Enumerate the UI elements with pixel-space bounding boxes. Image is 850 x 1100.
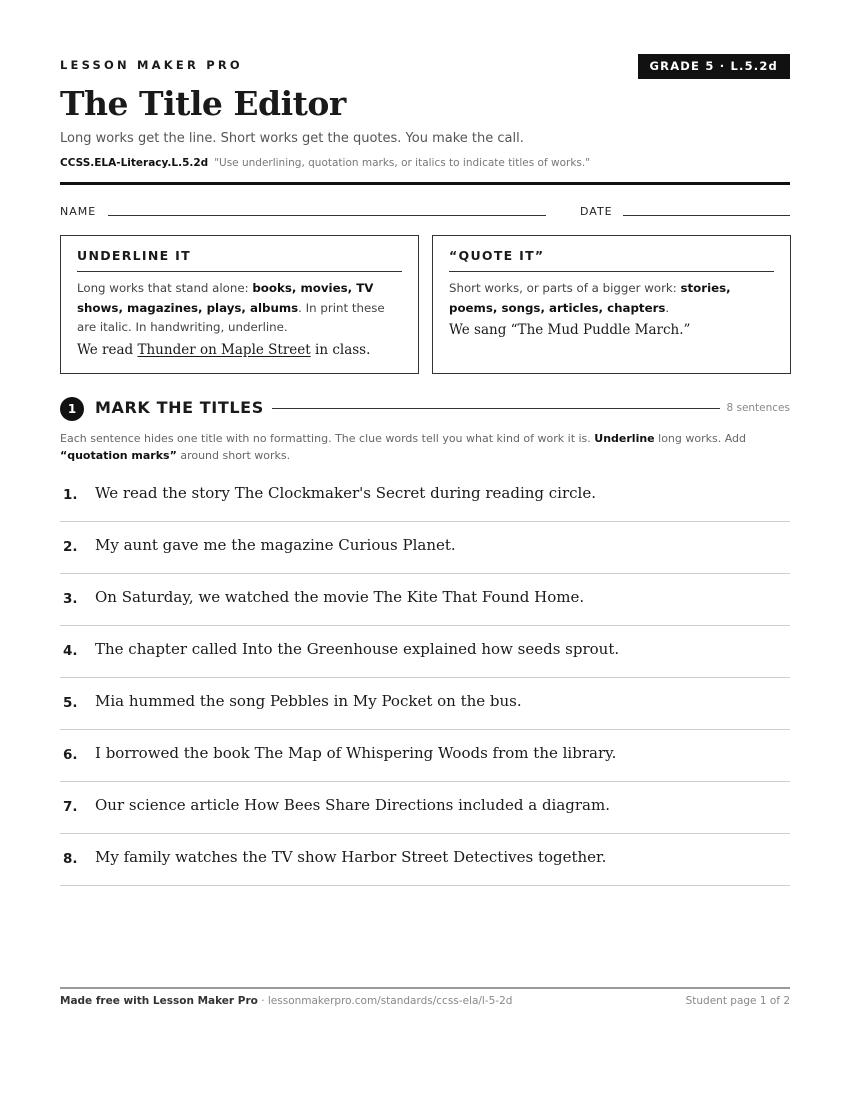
standard-code: CCSS.ELA-Literacy.L.5.2d [60, 157, 209, 169]
instructions-part-2: long works. Add [654, 432, 747, 445]
sentence-number: 7. [63, 799, 78, 815]
sentence-number: 4. [63, 643, 78, 659]
sentence-number: 1. [63, 487, 78, 503]
instructions-quotation-marks: “quotation marks” [60, 449, 177, 462]
footer-credit [60, 995, 512, 1007]
quote-rule-text [449, 279, 774, 318]
underline-rule-box [60, 235, 419, 374]
date-label: DATE [580, 205, 613, 218]
instructions-part-1: Each sentence hides one title with no formatting. The clue words tell you what kind of work it is. [60, 432, 595, 445]
standard-line [60, 157, 590, 169]
sentence-text[interactable]: The chapter called Into the Greenhouse explained how seeds sprout. [95, 640, 620, 658]
instructions-part-3: around short works. [176, 449, 291, 462]
quote-rule-box [432, 235, 791, 374]
sentence-text[interactable]: Mia hummed the song Pebbles in My Pocket on the bus. [95, 692, 522, 710]
sentence-text[interactable]: My aunt gave me the magazine Curious Planet. [95, 536, 456, 554]
grade-badge: GRADE 5 · L.5.2d [638, 54, 790, 79]
sentence-item[interactable] [60, 782, 790, 834]
sentence-item[interactable] [60, 730, 790, 782]
underline-rule-note: . In print these are italic. In handwriting, underline. [77, 300, 385, 335]
sentence-item[interactable] [60, 574, 790, 626]
sentence-text[interactable]: Our science article How Bees Share Directions included a diagram. [95, 796, 610, 814]
sentence-item[interactable] [60, 834, 790, 886]
quote-rule-intro: Short works, or parts of a bigger work: [449, 281, 681, 295]
sentence-text[interactable]: My family watches the TV show Harbor Street Detectives together. [95, 848, 607, 866]
sentence-count: 8 sentences [726, 402, 790, 414]
instructions-underline: Underline [594, 432, 655, 445]
underline-rule-intro: Long works that stand alone: [77, 281, 253, 295]
section-instructions [60, 430, 790, 464]
sentence-text[interactable]: I borrowed the book The Map of Whispering Woods from the library. [95, 744, 617, 762]
underline-rule-example [77, 342, 402, 358]
sentence-item[interactable] [60, 522, 790, 574]
quote-rule-example: We sang “The Mud Puddle March.” [449, 322, 691, 339]
example-underlined-title: Thunder on Maple Street [137, 341, 311, 358]
quote-rule-types: stories, poems, songs, articles, chapters [449, 281, 731, 315]
sentence-number: 3. [63, 591, 78, 607]
page-title: The Title Editor [60, 84, 346, 123]
date-field[interactable] [623, 215, 790, 216]
standard-text: "Use underlining, quotation marks, or italics to indicate titles of works." [214, 157, 591, 169]
sentence-number: 2. [63, 539, 78, 555]
footer-divider [60, 987, 790, 989]
sentence-text[interactable]: On Saturday, we watched the movie The Kite That Found Home. [95, 588, 585, 606]
section-divider [272, 408, 720, 409]
sentence-text[interactable]: We read the story The Clockmaker's Secret during reading circle. [95, 484, 596, 502]
section-title: MARK THE TITLES [95, 398, 264, 417]
page-subtitle: Long works get the line. Short works get the quotes. You make the call. [60, 131, 524, 146]
underline-rule-text [77, 279, 402, 338]
sentence-item[interactable] [60, 678, 790, 730]
page-indicator: Student page 1 of 2 [685, 995, 790, 1007]
brand-name: LESSON MAKER PRO [60, 58, 243, 72]
footer-brand: Made free with Lesson Maker Pro [60, 995, 258, 1007]
example-before: We read [77, 341, 138, 358]
quote-rule-note: . [665, 300, 670, 315]
footer-link[interactable]: · lessonmakerpro.com/standards/ccss-ela/l-5-2d [257, 995, 513, 1007]
name-label: NAME [60, 205, 97, 218]
underline-rule-types: books, movies, TV shows, magazines, plays, albums [77, 281, 374, 315]
section-number-badge: 1 [60, 397, 84, 421]
sentence-number: 6. [63, 747, 78, 763]
sentence-number: 5. [63, 695, 78, 711]
name-field[interactable] [108, 215, 546, 216]
sentence-number: 8. [63, 851, 78, 867]
sentence-item[interactable] [60, 626, 790, 678]
sentence-item[interactable] [60, 470, 790, 522]
header-divider [60, 182, 790, 185]
underline-rule-heading: UNDERLINE IT [77, 248, 402, 272]
quote-rule-heading: “QUOTE IT” [449, 248, 774, 272]
example-after: in class. [310, 341, 371, 358]
